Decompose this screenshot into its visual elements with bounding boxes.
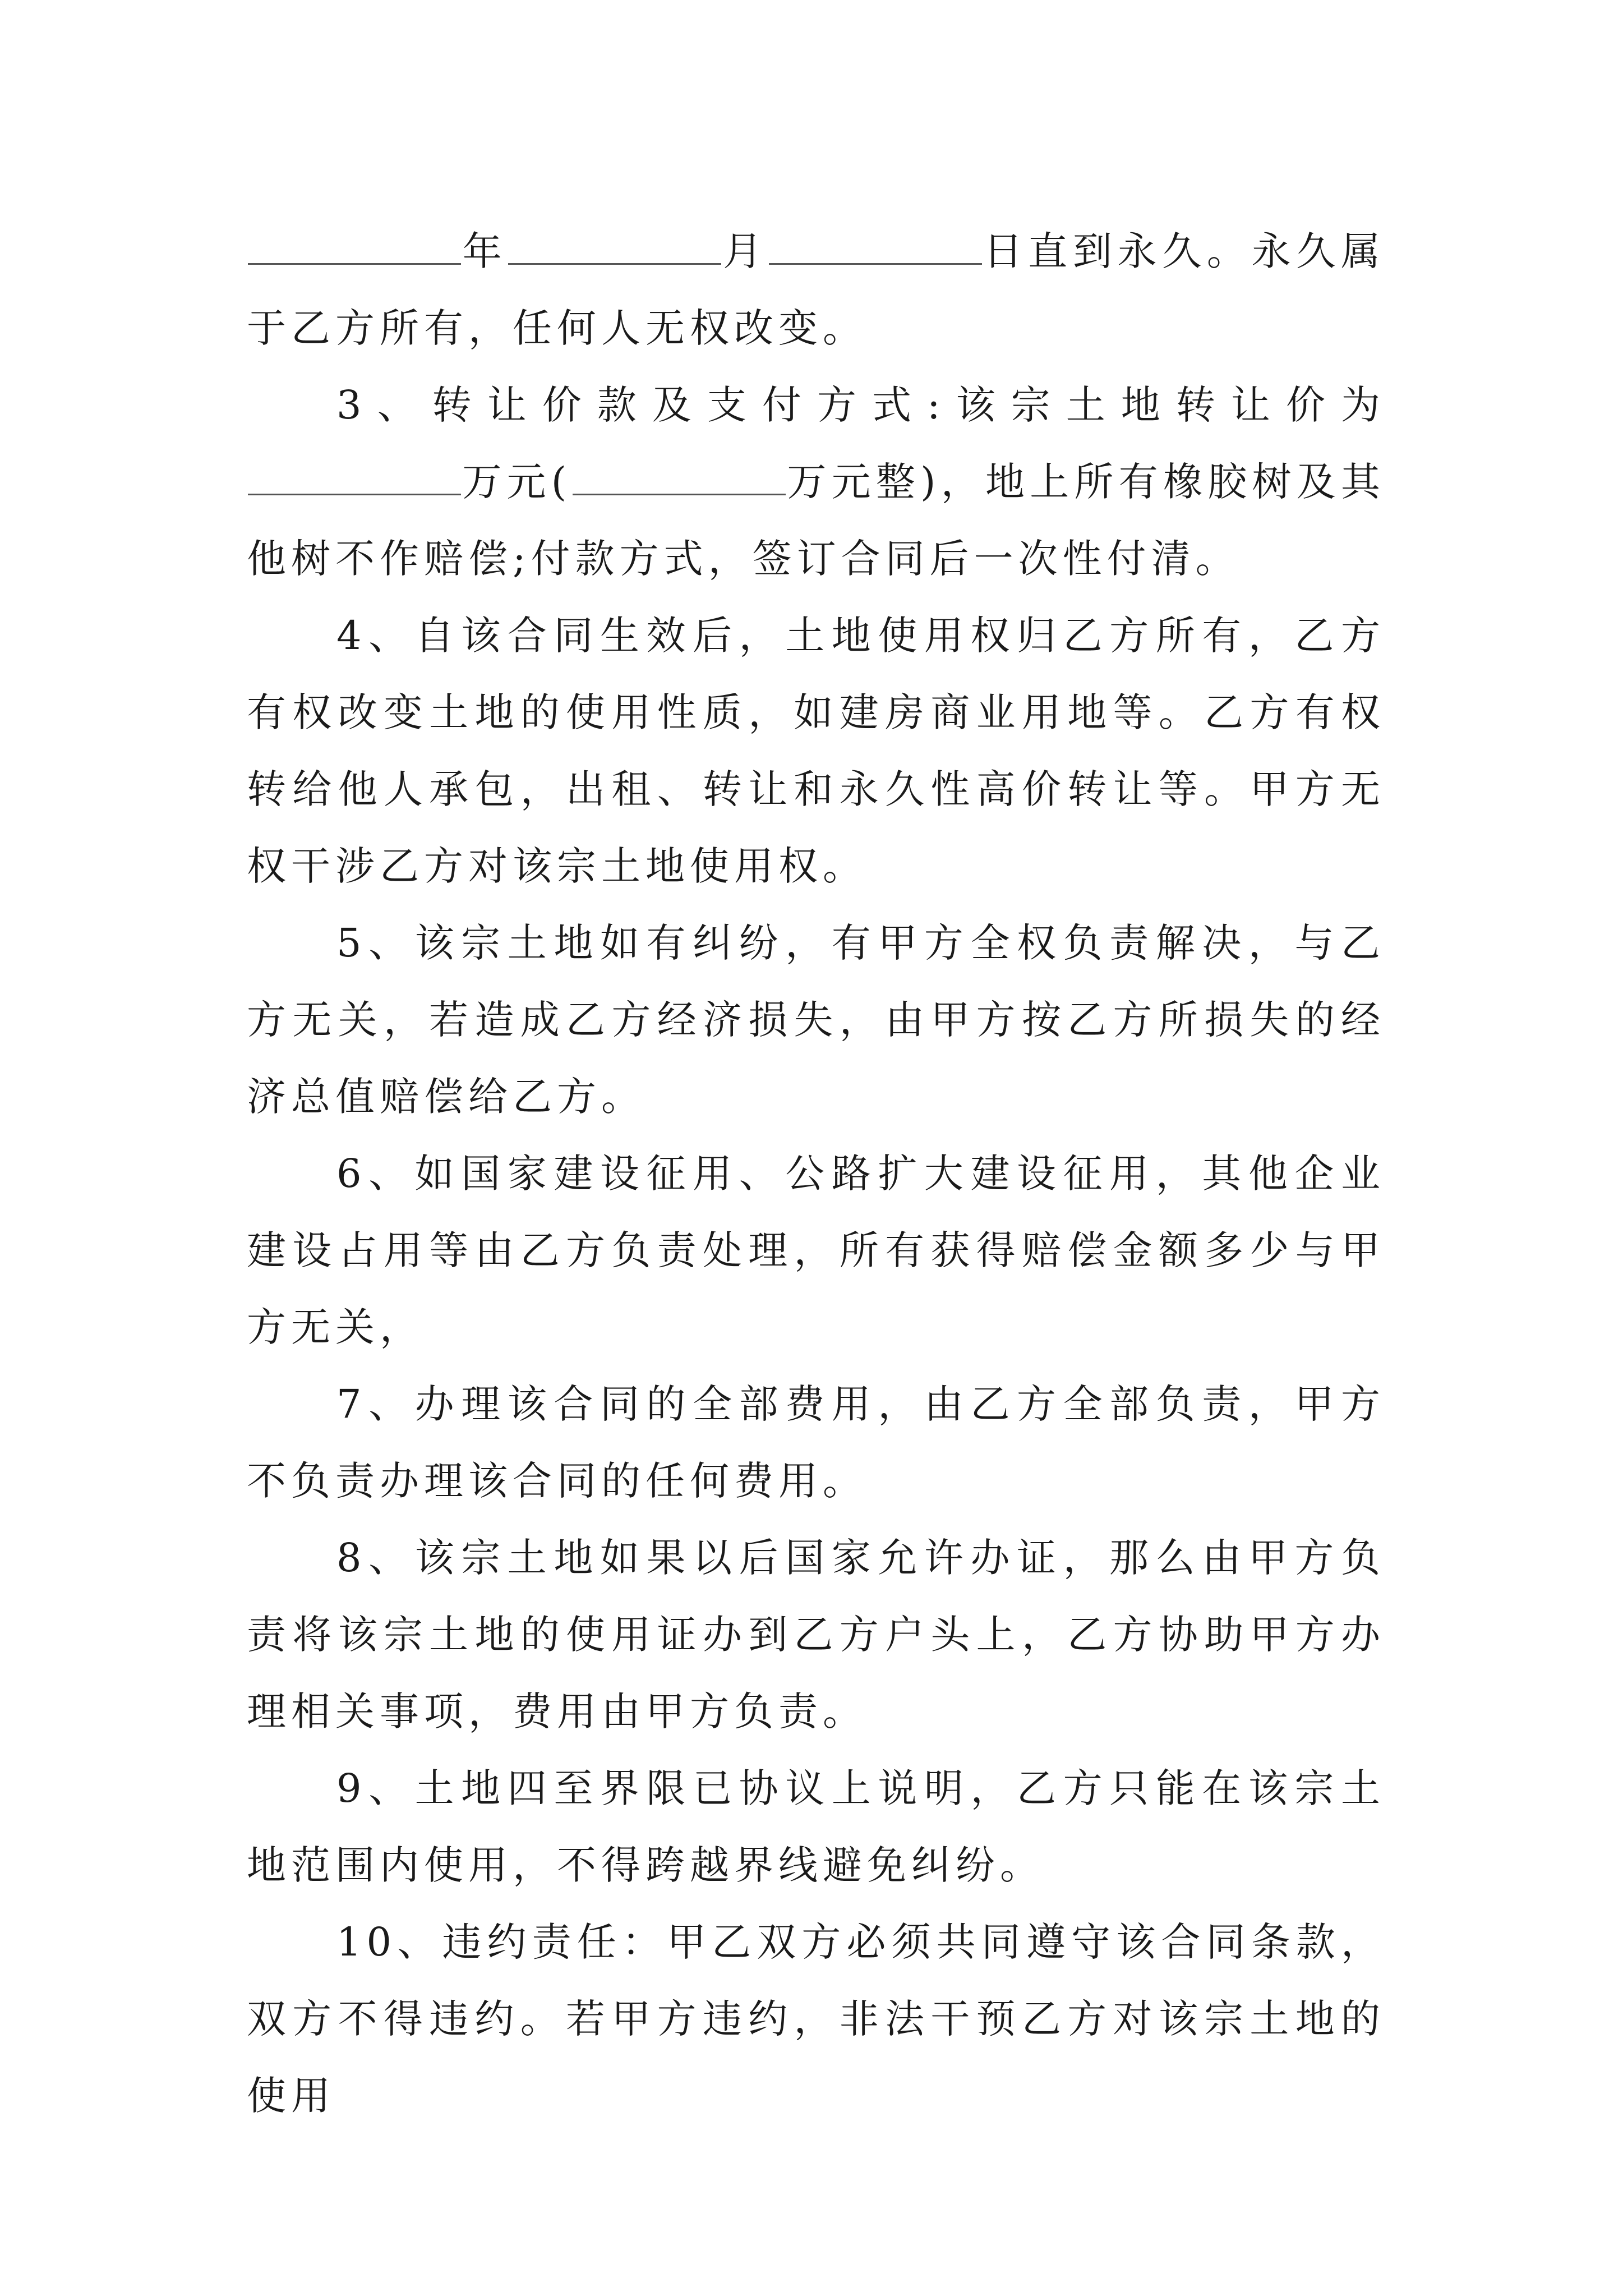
blank-field-price bbox=[248, 454, 461, 495]
blank-field-price-words bbox=[573, 454, 786, 495]
paragraph-3-text-b: 万元( bbox=[462, 459, 572, 505]
blank-field-month bbox=[508, 224, 721, 265]
paragraph-7: 7、办理该合同的全部费用，由乙方全部负责，甲方不负责办理该合同的任何费用。 bbox=[247, 1381, 1385, 1504]
term-date-text: 日直到永久。永久属于乙方所有，任何人无权改变。 bbox=[247, 228, 1386, 351]
paragraph-10: 10、违约责任：甲乙双方必须共同遵守该合同条款，双方不得违约。若甲方违约，非法干预乙方对该宗土地的使用 bbox=[247, 1919, 1385, 2119]
blank-field-day bbox=[769, 224, 982, 265]
paragraph-9: 9、土地四至界限已协议上说明，乙方只能在该宗土地范围内使用，不得跨越界线避免纠纷。 bbox=[247, 1765, 1385, 1888]
paragraph-5: 5、该宗土地如有纠纷，有甲方全权负责解决，与乙方无关，若造成乙方经济损失，由甲方按乙方所损失的经济总值赔偿给乙方。 bbox=[247, 920, 1385, 1120]
paragraph-3-text-a: 3、转让价款及支付方式:该宗土地转让价为 bbox=[336, 382, 1385, 428]
contract-body bbox=[247, 213, 1385, 2134]
paragraph-3-text-c: 万元整)，地上所有橡胶树及其他树不作赔偿;付款方式，签订合同后一次性付清。 bbox=[247, 459, 1386, 582]
blank-field-year bbox=[248, 224, 461, 265]
paragraph-term-date bbox=[247, 213, 1385, 367]
paragraph-6: 6、如国家建设征用、公路扩大建设征用，其他企业建设占用等由乙方负责处理，所有获得赔偿金额多少与甲方无关， bbox=[247, 1151, 1385, 1350]
paragraph-4: 4、自该合同生效后，土地使用权归乙方所有，乙方有权改变土地的使用性质，如建房商业用地等。乙方有权转给他人承包，出租、转让和永久性高价转让等。甲方无权干涉乙方对该宗土地使用权。 bbox=[247, 613, 1385, 889]
paragraph-8: 8、该宗土地如果以后国家允许办证，那么由甲方负责将该宗土地的使用证办到乙方户头上，乙方协助甲方办理相关事项，费用由甲方负责。 bbox=[247, 1535, 1385, 1734]
label-year: 年 bbox=[462, 228, 508, 274]
paragraph-3 bbox=[247, 367, 1385, 597]
label-month: 月 bbox=[722, 228, 768, 274]
